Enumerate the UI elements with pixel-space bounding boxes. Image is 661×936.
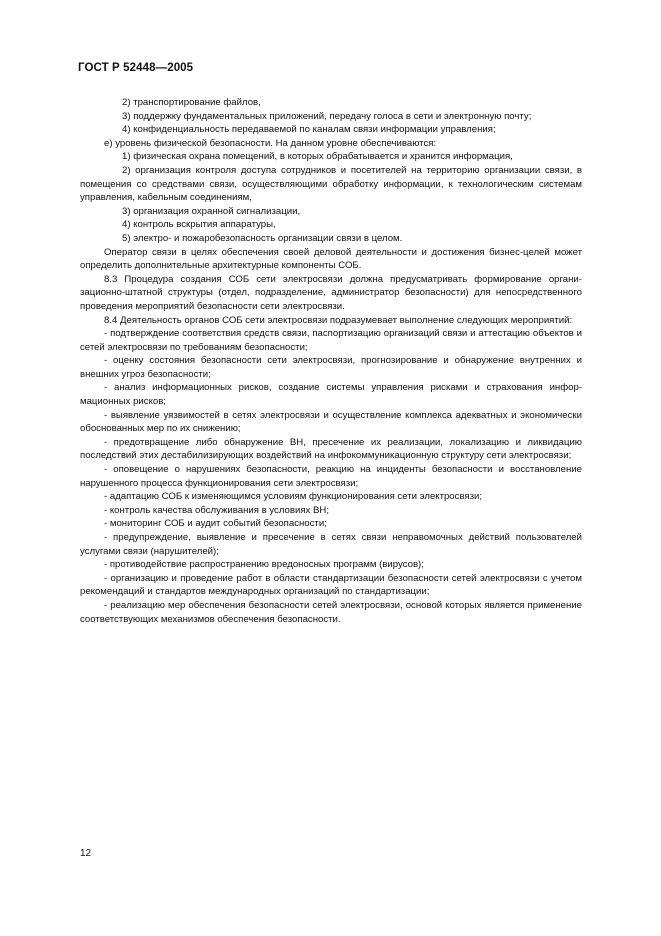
paragraph: - контроль качества обслуживания в условиях ВН; (104, 504, 329, 516)
paragraph: - организацию и проведение работ в области стандартизации безопасности сетей электросвязи с учетом рекомендаций и стандартов международных организаций по стандартизации; (80, 572, 582, 598)
paragraph: - адаптацию СОБ к изменяющимся условиям функционирования сети электросвязи; (104, 491, 483, 503)
paragraph: 2) организация контроля доступа сотрудников и посетителей на территорию организации связи, в помещения со средствами связи, осуществляющими обработку информации, к технологическим системам управления, кабельным соединениям, (80, 164, 582, 204)
paragraph: 4) конфиденциальность передаваемой по каналам связи информации управления; (122, 124, 496, 136)
paragraph: Оператор связи в целях обеспечения своей деловой деятельности и достижения бизнес-целей может определить дополнительные архитектурные компоненты СОБ. (80, 246, 582, 272)
paragraph: - подтверждение соответствия средств связи, паспортизацию организаций связи и аттестацию объектов и сетей электросвязи по требованиям безопасности; (80, 328, 582, 353)
paragraph: - оценку состояния безопасности сети электросвязи, прогнозирование и обнаружение внутренних и внешних угроз безопасности; (80, 355, 582, 380)
paragraph: - анализ информационных рисков, создание системы управления рисками и страхования информационных рисков; (80, 382, 582, 408)
paragraph: - мониторинг СОБ и аудит событий безопасности; (104, 518, 327, 530)
paragraph: - предупреждение, выявление и пресечение в сетях связи неправомочных действий пользователей услугами связи (нарушителей); (80, 532, 582, 557)
paragraph: - предотвращение либо обнаружение ВН, пресечение их реализации, локализацию и ликвидацию последствий этих дестабилизирующих воздействий на инфокоммуникационную структуру сети электросвязи; (80, 436, 582, 462)
paragraph: - противодействие распространению вредоносных программ (вирусов); (104, 559, 424, 571)
paragraph: 1) физическая охрана помещений, в которых обрабатывается и хранится информация, (122, 151, 513, 163)
paragraph: 4) контроль вскрытия аппаратуры, (122, 219, 276, 231)
paragraph: - оповещение о нарушениях безопасности, реакцию на инциденты безопасности и восстановление нарушенного процесса функционирования сети электросвязи; (80, 464, 582, 489)
paragraph: 3) организация охранной сигнализации, (122, 205, 301, 217)
paragraph: 2) транспортирование файлов, (122, 97, 261, 108)
paragraph: е) уровень физической безопасности. На данном уровне обеспечиваются: (104, 137, 437, 149)
paragraph: 8.3 Процедура создания СОБ сети электросвязи должна предусматривать формирование организационно-штатной структуры (отдел, подразделение, администратор безопасности) для непосредственного проведения мероприятий безопасности сети электросвязи. (80, 273, 582, 312)
paragraph: 5) электро- и пожаробезопасность организации связи в целом. (122, 232, 403, 244)
document-code: ГОСТ Р 52448—2005 (78, 62, 194, 74)
paragraph: 8.4 Деятельность органов СОБ сети электросвязи подразумевает выполнение следующих мероприятий: (104, 314, 573, 326)
document-body (80, 96, 582, 626)
page-number: 12 (80, 848, 92, 859)
paragraph: - выявление уязвимостей в сетях электросвязи и осуществление комплекса адекватных и экономически обоснованных мер по их снижению; (80, 409, 582, 435)
paragraph: - реализацию мер обеспечения безопасности сетей электросвязи, основой которых является применение соответствующих механизмов обеспечения безопасности. (80, 599, 582, 625)
paragraph: 3) поддержку фундаментальных приложений, передачу голоса в сети и электронную почту; (122, 110, 532, 122)
